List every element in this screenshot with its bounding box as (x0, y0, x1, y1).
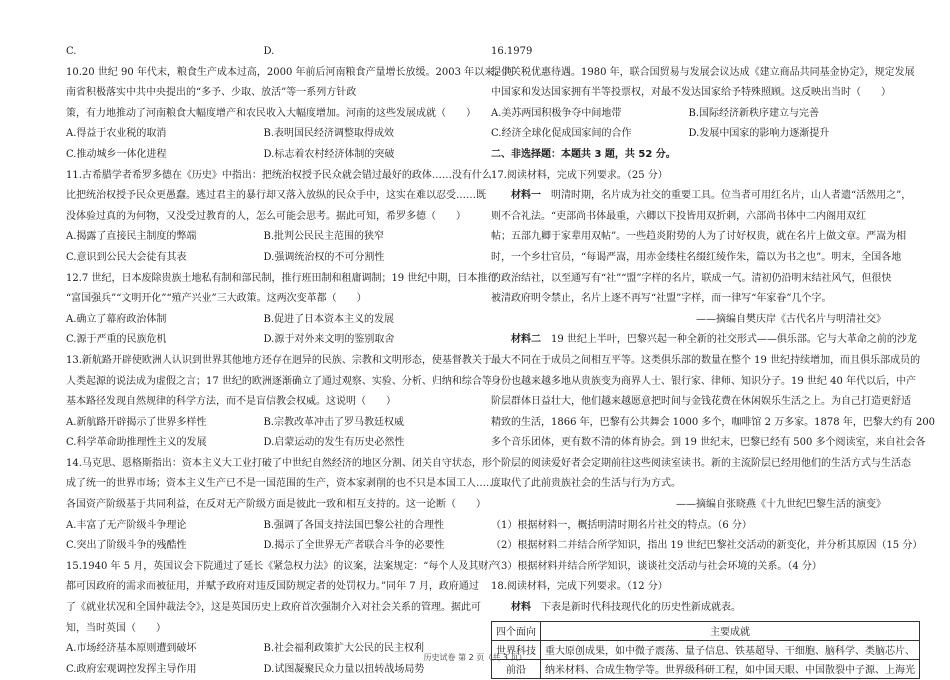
table-header-cell: 四个面向 (492, 621, 541, 640)
task-item: （3）根据材料并结合所学知识，谈谈社交活动与社会环境的关系。（4 分） (491, 560, 822, 572)
material-text: 下表是新时代科技现代化的历史性新成就表。 (541, 602, 741, 614)
question-text: 16.1979 (491, 46, 533, 57)
option-d[interactable]: D.启蒙运动的发生有历史必然性 (263, 437, 405, 449)
question-11 (66, 166, 492, 269)
q9-options-cd (66, 42, 461, 63)
material-text: 19 世纪上半叶，巴黎兴起一种全新的社交形式——俱乐部。它与大革命之前的沙龙 (551, 334, 917, 346)
option-c[interactable]: C.源于严重的民族危机 (66, 334, 167, 346)
question-text: 中国家和发达国家拥有半等投票权，对最不发达国家给予特殊照顾。这反映出当时（ ） (491, 87, 891, 99)
option-c[interactable]: C.推动城乡一体化进程 (66, 148, 167, 160)
question-13 (66, 351, 492, 454)
question-text: 知，当时英国（ ） (66, 622, 166, 634)
question-text: 基本路径发现自然规律的科学方法，而不是盲信教会权威。这说明（ ） (66, 396, 396, 408)
material-label: 材料 (511, 602, 531, 614)
options-row (66, 310, 461, 331)
question-12 (66, 269, 498, 351)
question-text: 11.古希腊学者希罗多德在《历史》中指出：把统治权授予民众就会错过最好的政体……没有什么 (66, 169, 492, 181)
material-line: 个阶层的阅读爱好者会定期前往这些阅读室读书。新的主流阶层已经用他们的生活方式与生活态 (491, 457, 911, 469)
task-item: （2）根据材料二并结合所学知识，指出 19 世纪巴黎社交活动的新变化，并分析其原因（15 分） (491, 540, 923, 552)
question-text: 策，有力地推动了河南粮食大幅度增产和农民收入大幅度增加。河南的这些发展成就（ ） (66, 107, 476, 119)
question-text: 12.7 世纪，日本废除贵族土地私有制和部民制，推行班田制和租庸调制；19 世纪中期，日本推行 (66, 272, 498, 284)
question-17 (491, 166, 936, 578)
material-line: 阶层群体日益壮大，他们越来越愿意把时间与金钱花费在休闲娱乐生活之上。为自己打造更舒适 (491, 396, 911, 408)
question-text: 比把统治权授予民众更愚蠢。逃过君主的暴行却又落入放纵的民众手中，这实在难以忍受……既 (66, 190, 486, 202)
question-heading: 17.阅读材料，完成下列要求。（25 分） (491, 169, 668, 181)
material-line: 度取代了此前贵族社会的生活与行为方式。 (491, 478, 681, 490)
option-b[interactable]: B.促进了日本资本主义的发展 (263, 313, 395, 325)
option-c[interactable]: C.政府宏观调控发挥主导作用 (66, 663, 197, 675)
option-b[interactable]: B.表明国民经济调整取得成效 (263, 128, 395, 140)
options-row (66, 227, 461, 248)
option-d[interactable]: D. (263, 46, 275, 57)
option-b[interactable]: B.国际经济新秩序建立与完善 (688, 107, 820, 119)
material-line: 则不合礼法。“吏部尚书体最重，六卿以下投皆用双折刺，六部尚书体中二内阁用双红 (491, 210, 867, 222)
option-d[interactable]: D.发展中国家的影响力逐渐提升 (688, 128, 830, 140)
options-row (491, 104, 886, 125)
option-c[interactable]: C.经济全球化促成国家间的合作 (491, 128, 632, 140)
question-text: 各国资产阶级基于共同利益，在反对无产阶级方面是彼此一致和相互支持的。这一论断（ ） (66, 499, 486, 511)
question-text: 人类起源的说法成为虚假之言；17 世纪的欧洲逐渐确立了通过观察、实验、分析、归纳和综合等 (66, 375, 492, 387)
material-line (491, 598, 886, 619)
question-18 (491, 577, 915, 678)
material-line: 最大不同在于成员之间相互平等。这类俱乐部的数量在整个 19 世纪持续增加，而且俱乐部成员的 (491, 354, 921, 366)
option-b[interactable]: B.批判公民民主范围的狭窄 (263, 231, 385, 243)
options-row (66, 330, 461, 351)
options-row (66, 145, 461, 166)
option-a[interactable]: A.美苏两国积极争夺中间地带 (491, 107, 622, 119)
option-d[interactable]: D.试图凝聚民众力量以扭转战场局势 (263, 663, 425, 675)
option-a[interactable]: A.市场经济基本原则遭到破坏 (66, 643, 197, 655)
option-c[interactable]: C.突出了阶级斗争的残酷性 (66, 540, 187, 552)
section-heading: 二、非选择题：本题共 3 题，共 52 分。 (491, 148, 676, 160)
question-14 (66, 454, 496, 557)
option-c[interactable]: C. (66, 46, 77, 57)
achievement-table (491, 621, 920, 679)
table-cell: 重大原创成果，如中微子震荡、量子信息、铁基超导、干细胞、脑科学、类脑芯片、 (541, 640, 920, 659)
question-text: 13.新航路开辟使欧洲人认识到世界其他地方还存在迥异的民族、宗教和文明形态，使基督教关于 (66, 354, 492, 366)
option-d[interactable]: D.标志着农村经济体制的突破 (263, 148, 395, 160)
page-footer: 历史试卷 第 2 页（共 3 页） (423, 653, 527, 662)
options-row (66, 413, 461, 434)
option-b[interactable]: B.宗教改革冲击了罗马教廷权威 (263, 416, 405, 428)
option-b[interactable]: B.社会福利政策扩大公民的民主权利 (263, 643, 425, 655)
option-d[interactable]: D.揭示了全世界无产者联合斗争的必要性 (263, 540, 445, 552)
material-line: 精致的生活，1866 年，巴黎有公共舞会 1000 多个，咖啡馆 2 万多家。1878 年，巴黎大约有 200 (491, 416, 936, 428)
question-10 (66, 63, 515, 166)
right-column (491, 42, 936, 679)
option-a[interactable]: A.丰富了无产阶级斗争理论 (66, 519, 187, 531)
options-row (66, 516, 461, 537)
material-line: 的政治结社，以至通写有“社”“盟”字样的名片，联成一气。清初仍沿明末结社风气，但很快 (491, 272, 892, 284)
question-text: 14.马克思、恩格斯指出：资本主义大工业打破了中世纪自然经济的地区分割、闭关自守状态，形 (66, 457, 492, 469)
material-line (491, 330, 917, 351)
question-text: 了《就业状况和全国仲裁法令》，这是英国历史上政府首次强制介入对社会关系的管理。据此可 (66, 602, 481, 614)
options-row (66, 433, 461, 454)
table-cell: 纳米材料、合成生物学等。世界级科研工程，如中国天眼、中国散裂中子源、上海光 (541, 659, 920, 678)
options-row (66, 536, 461, 557)
question-16 (491, 42, 915, 145)
option-d[interactable]: D.强调统治权的不可分割性 (263, 251, 385, 263)
option-a[interactable]: A.新航路开辟揭示了世界多样性 (66, 416, 207, 428)
question-text: 没体验过真的为何物，又没受过教育的人，怎么可能会思考。据此可知，希罗多德（ ） (66, 210, 466, 222)
option-c[interactable]: C.意识到公民大会徒有其表 (66, 251, 187, 263)
question-text: 15.1940 年 5 月，英国议会下院通过了延长《紧急权力法》的议案，法案规定：“每个人及其财产 (66, 560, 499, 572)
question-text: 都可因政府的需求而被征用，并赋予政府对违反国防规定者的处罚权力。”同年 7 月，政府通过 (66, 581, 479, 593)
question-text: 成了统一的世界市场；资本主义生产已不是一国范围的生产，资本家剥削的也不只是本国工人…… (66, 478, 496, 490)
options-row (66, 124, 461, 145)
question-text: “富国强兵”“文明开化”“殖产兴业”三大政策。这两次变革都（ ） (66, 293, 367, 305)
option-a[interactable]: A.得益于农业税的取消 (66, 128, 167, 140)
material-label: 材料一 (511, 190, 541, 202)
material-source: ——摘编自樊庆岸《古代名片与明清社交》 (696, 313, 886, 325)
material-source: ——摘编自张晓燕《十九世纪巴黎生活的演变》 (676, 499, 886, 511)
task-item: （1）根据材料一，概括明清时期名片社交的特点。（6 分） (491, 519, 752, 531)
options-row (491, 124, 886, 145)
material-line: 被清政府明令禁止，名片上逐不再写“社盟”字样，而一律写“年家眷”几个字。 (491, 293, 832, 305)
option-a[interactable]: A.揭露了直接民主制度的弊端 (66, 231, 197, 243)
material-label: 材料二 (511, 334, 541, 346)
question-text: 提供关税优惠待遇。1980 年，联合国贸易与发展会议达成《建立商品共同基金协定》，规定发展 (491, 66, 915, 78)
table-cell-label: 世界科技 (492, 640, 541, 659)
question-text: 南省积极落实中共中央提出的“多予、少取、放活”等一系列方针政 (66, 87, 357, 99)
material-line: 身份也越来越多地从贵族变为商界人士、银行家、律师、知识分子。19 世纪 40 年代以后，中产 (491, 375, 916, 387)
options-row (66, 248, 461, 269)
material-line: 帖；五部九卿于家辈用双帖”。一些趋炎附势的人为了讨好权贵，就在名片上做文章。严嵩为相 (491, 231, 907, 243)
material-line (491, 186, 912, 207)
option-a[interactable]: A.确立了幕府政治体制 (66, 313, 167, 325)
material-text: 明清时期，名片成为社交的重要工具。位当者可用红名片，山人者遗“活然用之”， (551, 190, 912, 202)
material-line: 时，一个乡壮官员，“每谒严嵩，用赤金缕柱名缀红绫作朱，篇以为书之也”。明末，全国各地 (491, 251, 902, 263)
table-header-cell: 主要成就 (541, 621, 920, 640)
table-cell-label: 前沿 (492, 659, 541, 678)
option-d[interactable]: D.源于对外来文明的鉴别取舍 (263, 334, 395, 346)
question-text: 10.20 世纪 90 年代末，粮食生产成本过高，2000 年前后河南粮食产量增长放缓。2003 年以来，河 (66, 66, 515, 78)
question-heading: 18.阅读材料，完成下列要求。（12 分） (491, 581, 668, 593)
material-line: 多个音乐团体，更有数不清的体育协会。到 19 世纪末，巴黎已经有 500 多个阅读室，来自社会各 (491, 437, 926, 449)
option-b[interactable]: B.强调了各国支持法国巴黎公社的合理性 (263, 519, 445, 531)
table-header-row (492, 621, 920, 640)
option-c[interactable]: C.科学革命助推理性主义的发展 (66, 437, 207, 449)
